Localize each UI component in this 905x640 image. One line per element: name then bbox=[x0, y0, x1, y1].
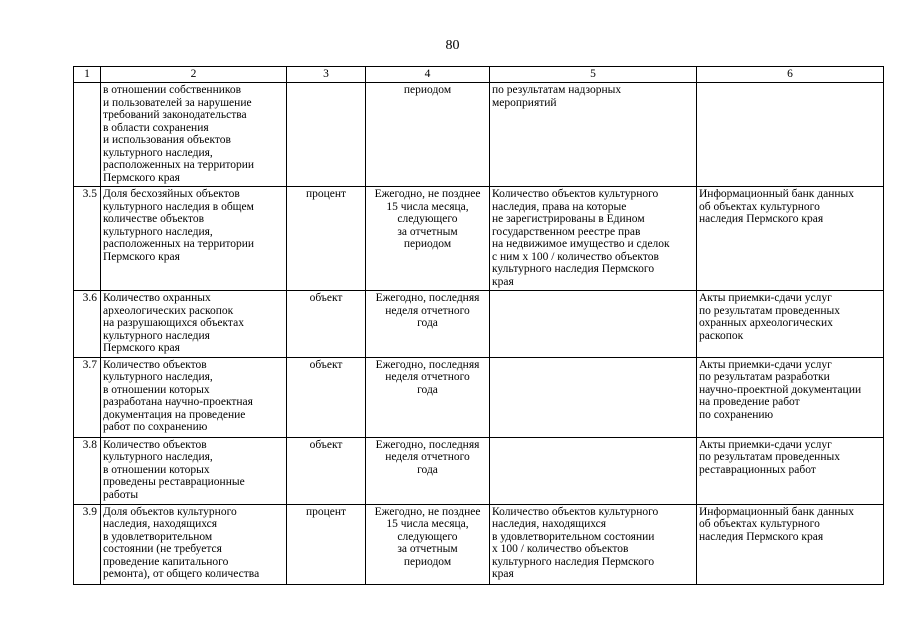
row-number: 3.5 bbox=[74, 187, 101, 291]
calculation-method: Количество объектов культурного наследия, права на которые не зарегистрированы в Едином государственном реестре прав на недвижимое имущество и сделок с ним х 100 / количество объектов культурного наследия Пермского края bbox=[490, 187, 697, 291]
indicator-name: Количество объектов культурного наследия, в отношении которых разработана научно-проектная документация на проведение работ по сохранению bbox=[101, 357, 287, 437]
table-row bbox=[74, 504, 884, 584]
indicator-name: Количество охранных археологических раскопок на разрушающихся объектах культурного наследия Пермского края bbox=[101, 291, 287, 358]
reporting-period: Ежегодно, не позднее 15 числа месяца, следующего за отчетным периодом bbox=[366, 504, 490, 584]
calculation-method bbox=[490, 357, 697, 437]
row-number: 3.9 bbox=[74, 504, 101, 584]
table-row bbox=[74, 291, 884, 358]
calculation-method: Количество объектов культурного наследия, находящихся в удовлетворительном состоянии х 100 / количество объектов культурного наследия Пермского края bbox=[490, 504, 697, 584]
unit-of-measure: процент bbox=[287, 504, 366, 584]
data-source: Информационный банк данных об объектах культурного наследия Пермского края bbox=[697, 504, 884, 584]
indicator-name: Количество объектов культурного наследия, в отношении которых проведены реставрационные работы bbox=[101, 437, 287, 504]
table-row bbox=[74, 187, 884, 291]
column-header: 3 bbox=[287, 67, 366, 83]
unit-of-measure bbox=[287, 83, 366, 187]
column-header: 2 bbox=[101, 67, 287, 83]
calculation-method bbox=[490, 437, 697, 504]
reporting-period: периодом bbox=[366, 83, 490, 187]
column-header: 4 bbox=[366, 67, 490, 83]
column-number-row bbox=[74, 67, 884, 83]
indicator-name: Доля бесхозяйных объектов культурного наследия в общем количестве объектов культурного наследия, расположенных на территории Пермского края bbox=[101, 187, 287, 291]
table-row bbox=[74, 437, 884, 504]
data-source: Информационный банк данных об объектах культурного наследия Пермского края bbox=[697, 187, 884, 291]
data-source bbox=[697, 83, 884, 187]
unit-of-measure: объект bbox=[287, 437, 366, 504]
calculation-method: по результатам надзорных мероприятий bbox=[490, 83, 697, 187]
data-source: Акты приемки-сдачи услуг по результатам проведенных реставрационных работ bbox=[697, 437, 884, 504]
reporting-period: Ежегодно, последняя неделя отчетного года bbox=[366, 291, 490, 358]
calculation-method bbox=[490, 291, 697, 358]
unit-of-measure: процент bbox=[287, 187, 366, 291]
row-number: 3.7 bbox=[74, 357, 101, 437]
indicator-name: в отношении собственников и пользователей за нарушение требований законодательства в области сохранения и использования объектов культурного наследия, расположенных на территории Пермского края bbox=[101, 83, 287, 187]
table-row bbox=[74, 83, 884, 187]
column-header: 1 bbox=[74, 67, 101, 83]
unit-of-measure: объект bbox=[287, 357, 366, 437]
reporting-period: Ежегодно, последняя неделя отчетного года bbox=[366, 437, 490, 504]
column-header: 5 bbox=[490, 67, 697, 83]
row-number: 3.6 bbox=[74, 291, 101, 358]
row-number: 3.8 bbox=[74, 437, 101, 504]
table-row bbox=[74, 357, 884, 437]
reporting-period: Ежегодно, не позднее 15 числа месяца, следующего за отчетным периодом bbox=[366, 187, 490, 291]
column-header: 6 bbox=[697, 67, 884, 83]
reporting-period: Ежегодно, последняя неделя отчетного года bbox=[366, 357, 490, 437]
row-number bbox=[74, 83, 101, 187]
unit-of-measure: объект bbox=[287, 291, 366, 358]
page-number: 80 bbox=[445, 38, 460, 53]
data-source: Акты приемки-сдачи услуг по результатам проведенных охранных археологических раскопок bbox=[697, 291, 884, 358]
indicator-name: Доля объектов культурного наследия, находящихся в удовлетворительном состоянии (не требуется проведение капитального ремонта), от общего количества bbox=[101, 504, 287, 584]
indicators-table bbox=[73, 66, 884, 585]
data-source: Акты приемки-сдачи услуг по результатам разработки научно-проектной документации на проведение работ по сохранению bbox=[697, 357, 884, 437]
